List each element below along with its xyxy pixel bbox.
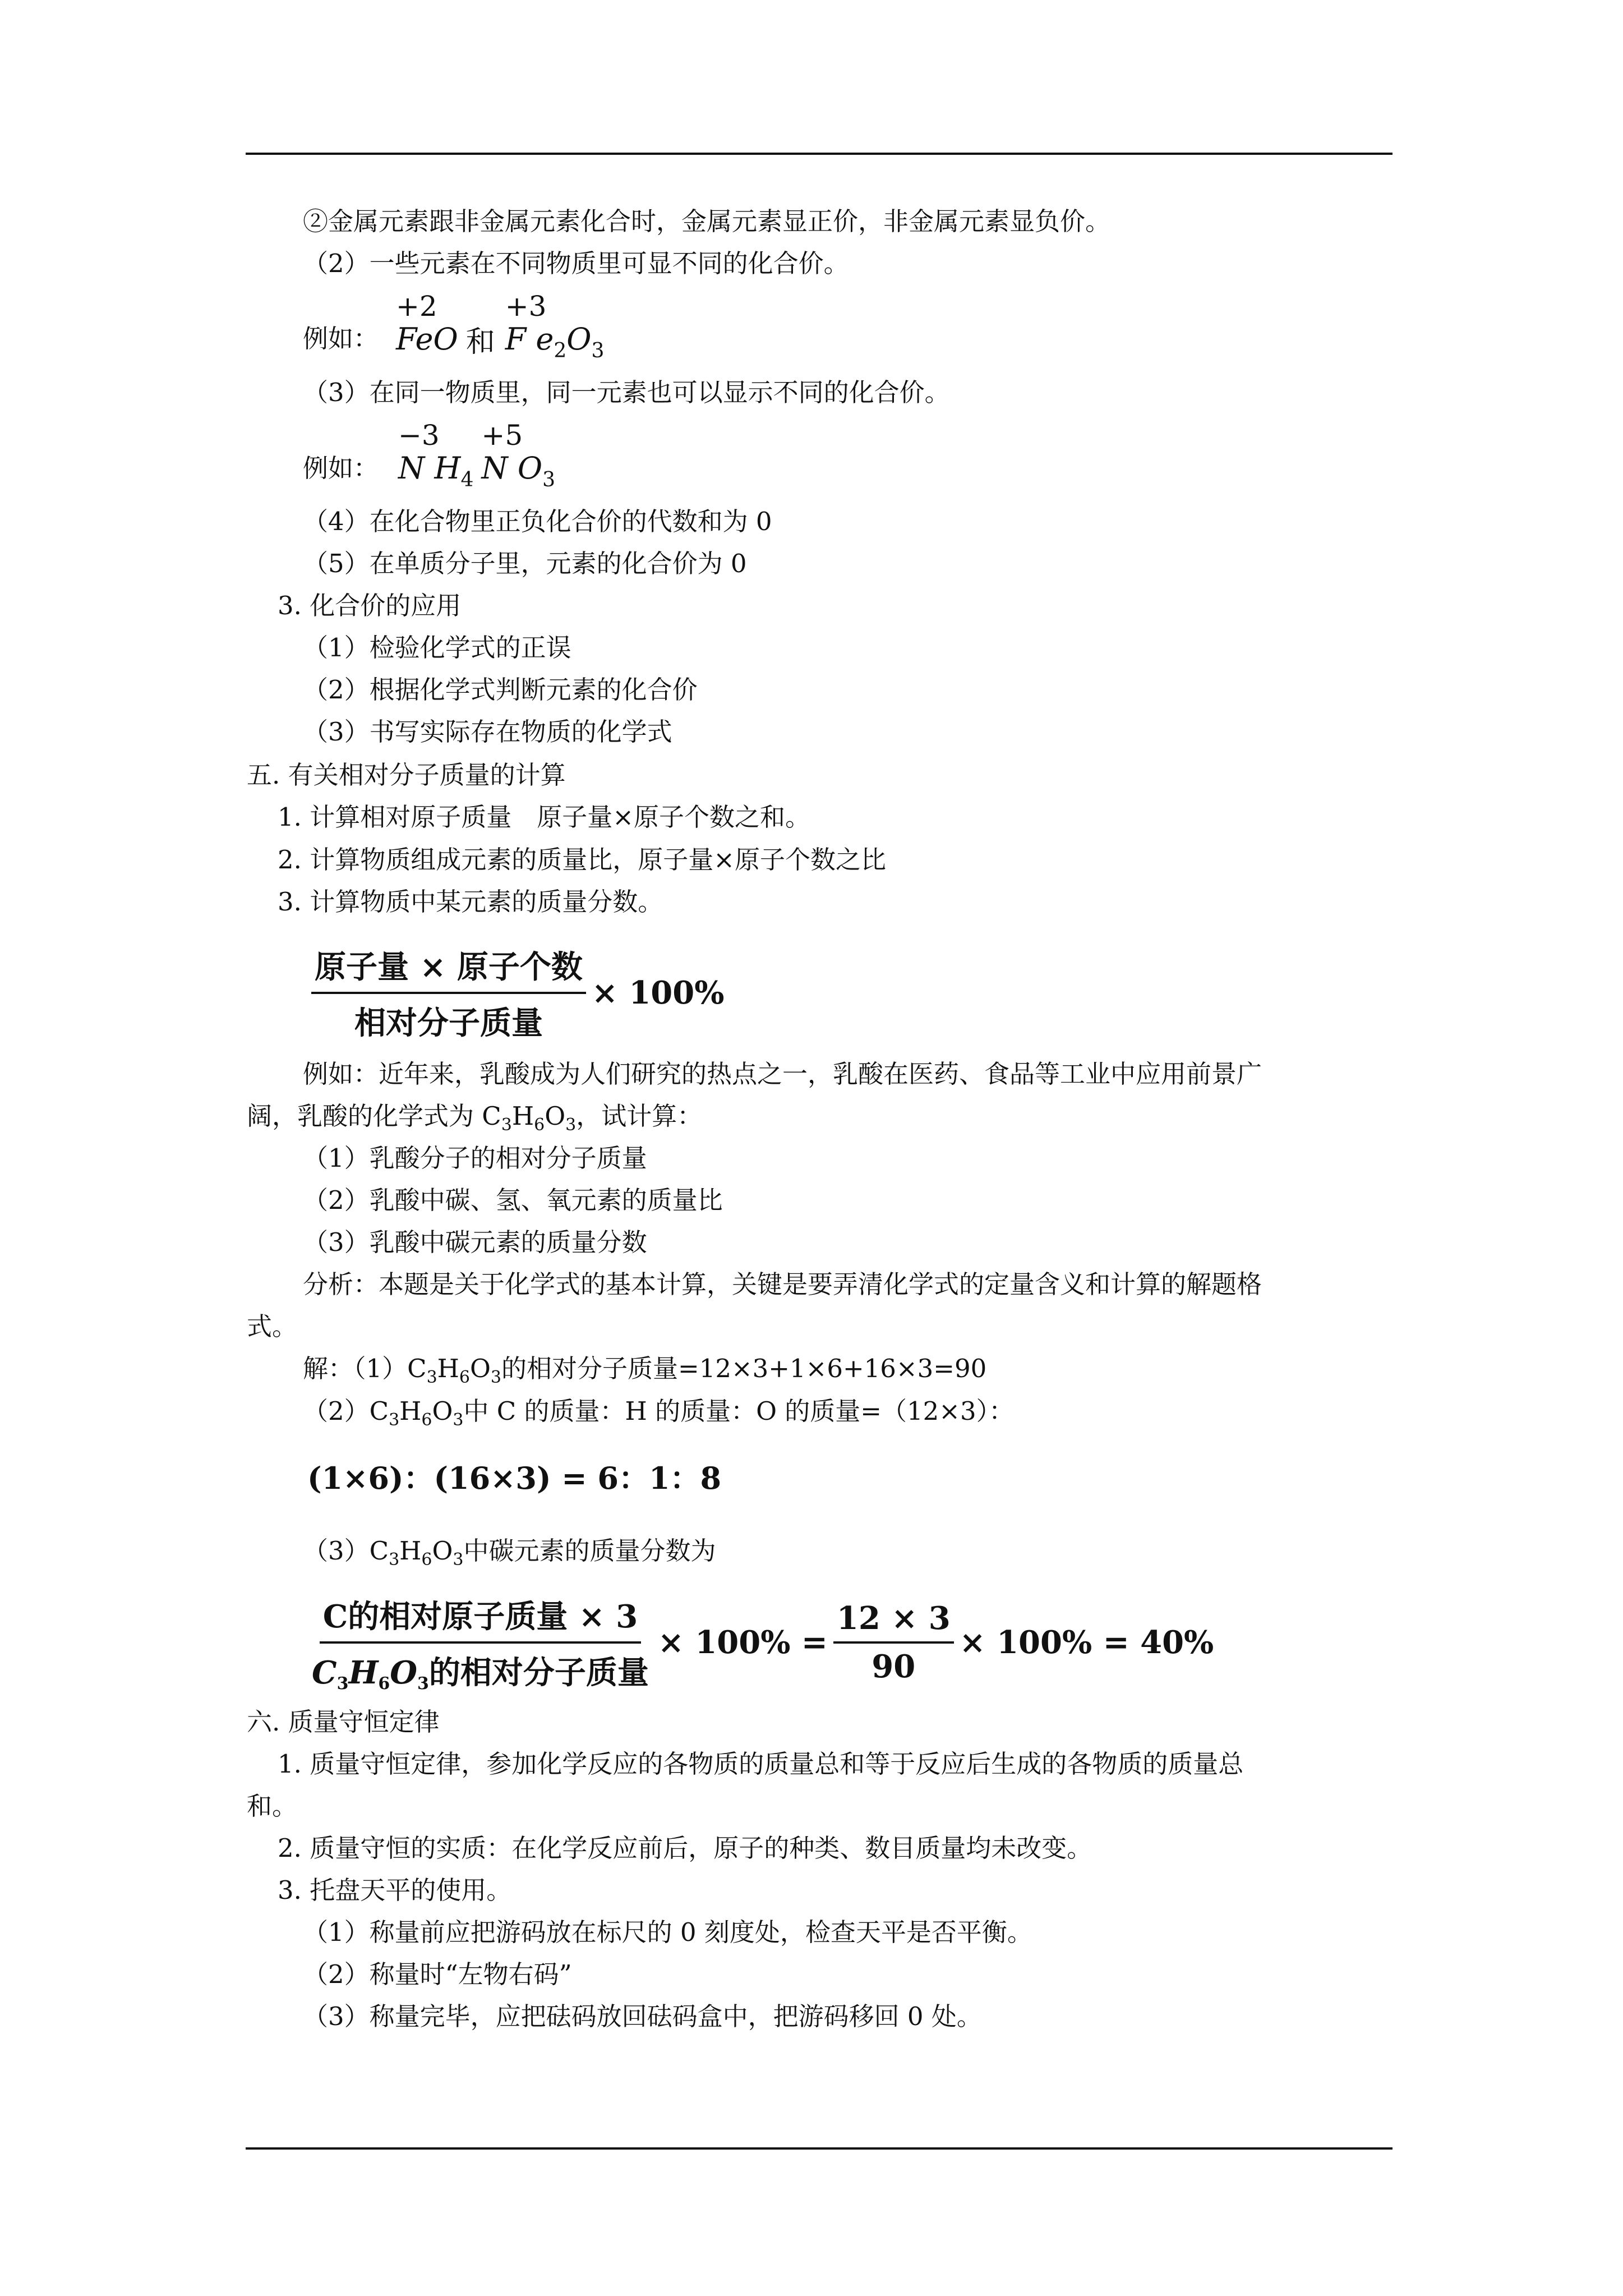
text-line: 和。 bbox=[247, 1791, 298, 1821]
text-line: 3. 计算物质中某元素的质量分数。 bbox=[278, 887, 663, 917]
text-line: 3. 托盘天平的使用。 bbox=[278, 1875, 512, 1905]
text-line: （2）称量时“左物右码” bbox=[303, 1959, 572, 1989]
fraction: $\frac{12 \times 3}{90}$ bbox=[833, 1600, 954, 1685]
header-rule bbox=[246, 153, 1393, 155]
valence-formula-feo-fe2o3: +2 FeO 和 +3 F $e_2O_3$ bbox=[396, 290, 605, 362]
text-line: ②金属元素跟非金属元素化合时，金属元素显正价，非金属元素显负价。 bbox=[303, 206, 1111, 236]
text-line: （2）乳酸中碳、氢、氧元素的质量比 bbox=[303, 1185, 723, 1215]
mass-ratio-equation: (1×6)：(16×3) = 6：1：8 bbox=[307, 1460, 722, 1496]
text-line: 阔，乳酸的化学式为 $C_3H_6O_3$，试计算： bbox=[247, 1101, 703, 1135]
text-line: （3）在同一物质里，同一元素也可以显示不同的化合价。 bbox=[303, 378, 950, 407]
text-line: （2）根据化学式判断元素的化合价 bbox=[303, 675, 698, 705]
text-line: 2. 质量守恒的实质：在化学反应前后，原子的种类、数目质量均未改变。 bbox=[278, 1833, 1092, 1863]
chapter-heading: 六. 质量守恒定律 bbox=[247, 1707, 440, 1737]
text-line: （5）在单质分子里，元素的化合价为 0 bbox=[303, 549, 747, 578]
text-line: 1. 计算相对原子质量 原子量×原子个数之和。 bbox=[278, 802, 810, 832]
chapter-heading: 五. 有关相对分子质量的计算 bbox=[247, 760, 566, 790]
text-line: 解：$(1)C_3H_6O_3$的相对分子质量=12×3+1×6+16×3=90 bbox=[303, 1354, 987, 1387]
example-label: 例如： bbox=[303, 324, 379, 353]
text-line: （4）在化合物里正负化合价的代数和为 0 bbox=[303, 507, 772, 536]
text-line: 式。 bbox=[247, 1312, 298, 1341]
text-line: $(2)C_3H_6O_3$中 C 的质量：H 的质量：O 的质量=（12×3）： bbox=[303, 1396, 1015, 1430]
text-line: （1）检验化学式的正误 bbox=[303, 633, 571, 662]
text-line: $(3)C_3H_6O_3$中碳元素的质量分数为 bbox=[303, 1536, 716, 1570]
text-line: （3）书写实际存在物质的化学式 bbox=[303, 717, 672, 747]
text-line: （3）乳酸中碳元素的质量分数 bbox=[303, 1227, 647, 1257]
text-line: 例如：近年来，乳酸成为人们研究的热点之一，乳酸在医药、食品等工业中应用前景广 bbox=[303, 1059, 1262, 1089]
text-line: （1）乳酸分子的相对分子质量 bbox=[303, 1143, 647, 1173]
carbon-fraction-formula: $\frac{\text{C的相对原子质量 × 3}}{C_3H_6O_3的相对分子质量}$ × 100% = $\frac{12 \times 3}{90}$ × 100% = 40% bbox=[308, 1592, 1219, 1693]
text-line: （1）称量前应把游码放在标尺的 0 刻度处，检查天平是否平衡。 bbox=[303, 1917, 1032, 1947]
text-line: （2）一些元素在不同物质里可显不同的化合价。 bbox=[303, 249, 849, 278]
footer-rule bbox=[246, 2147, 1393, 2150]
text-line: 1. 质量守恒定律，参加化学反应的各物质的质量总和等于反应后生成的各物质的质量总 bbox=[278, 1749, 1244, 1779]
mass-fraction-formula: $\frac{\text{原子量 × 原子个数}}{\text{相对分子质量}}$ × 100% bbox=[311, 942, 730, 1043]
fraction: $\frac{\text{原子量 × 原子个数}}{\text{相对分子质量}}$ bbox=[311, 942, 586, 1043]
fraction: $\frac{\text{C的相对原子质量 × 3}}{C_3H_6O_3的相对分子质量}$ bbox=[308, 1592, 652, 1693]
valence-formula-nh4no3: −3 N $H_4$ +5 N $O_3$ bbox=[398, 419, 556, 491]
text-line: 分析：本题是关于化学式的基本计算，关键是要弄清化学式的定量含义和计算的解题格 bbox=[303, 1269, 1262, 1299]
section-heading: 3. 化合价的应用 bbox=[278, 591, 462, 620]
text-line: （3）称量完毕，应把砝码放回砝码盒中，把游码移回 0 处。 bbox=[303, 2001, 982, 2031]
example-label: 例如： bbox=[303, 453, 379, 483]
text-line: 2. 计算物质组成元素的质量比，原子量×原子个数之比 bbox=[278, 845, 886, 875]
